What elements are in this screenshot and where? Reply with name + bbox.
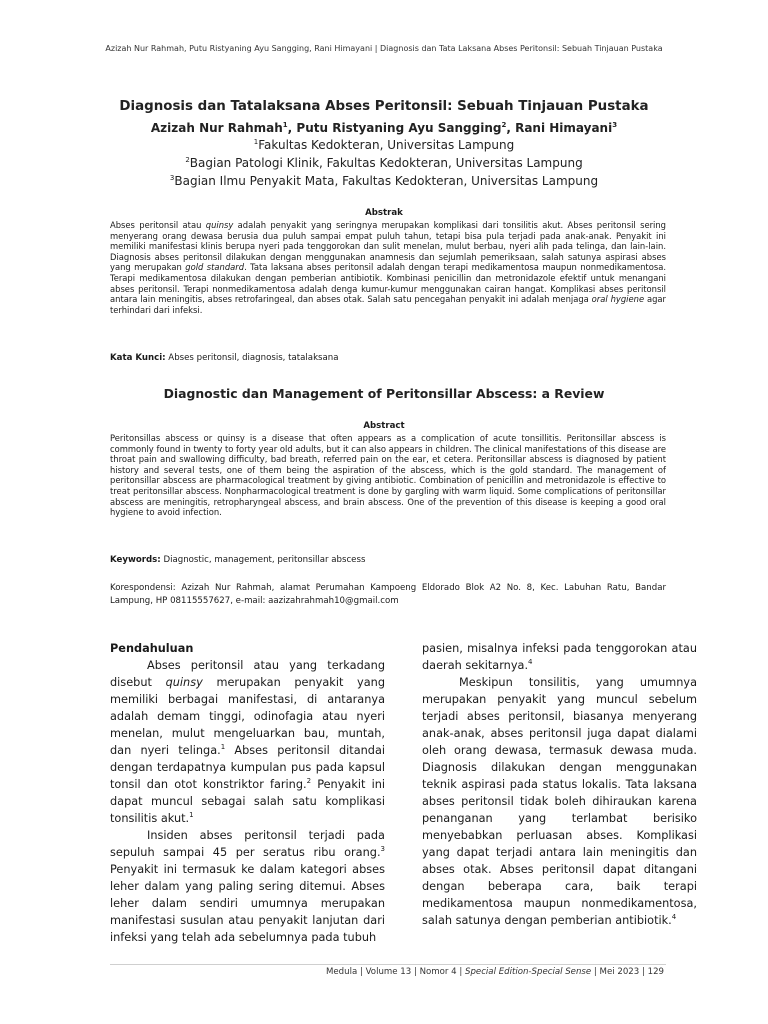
text-run: merupakan penyakit yang memiliki berbagai manifestasi, di antaranya adalah demam tinggi, odinofagia atau nyeri menelan, mulut mengeluarkan bau, muntah, dan nyeri telinga. <box>110 676 385 757</box>
abstract-heading: Abstract <box>363 421 405 431</box>
italic-text: gold standard <box>185 262 245 273</box>
running-head: Azizah Nur Rahmah, Putu Ristyaning Ayu Sangging, Rani Himayani | Diagnosis dan Tata Laksana Abses Peritonsil: Sebuah Tinjauan Pustaka <box>105 44 663 53</box>
text-run: Abses peritonsil ditandai dengan terdapatnya kumpulan pus pada kapsul tonsil dan otot konstriktor faring. <box>110 744 386 791</box>
citation-mark: 4 <box>671 913 677 922</box>
author-name: Rani Himayani <box>515 121 613 135</box>
affiliation-1 <box>0 138 768 152</box>
affiliation-mark: 2 <box>185 156 190 164</box>
body-paragraph <box>110 827 385 946</box>
kata-kunci <box>110 353 666 363</box>
italic-text: quinsy <box>205 220 234 230</box>
author-name: Putu Ristyaning Ayu Sangging <box>296 121 502 135</box>
affiliation-text: Bagian Patologi Klinik, Fakultas Kedokteran, Universitas Lampung <box>189 156 583 170</box>
author-name: Azizah Nur Rahmah <box>150 121 283 135</box>
text-run: Peritonsillas abscess or quinsy is a disease that often appears as a complication of acute tonsillitis. Peritonsillar abscess is commonly found in twenty to forty year old adults, but it can also appears in children. The clinical manifestations of this disease are throat pain and swallowing difficulty, bad breath, referred pain on the ear, et cetera. Peritonsillar abscess is diagnosed by patient history and several tests, one of them being the aspiration of the abscess, which is the gold standard. The management of peritonsillar abscess are pharmacological treatment by giving antibiotic. Combination of penicillin and metronidazole is effective to treat peritonsillar abscess. Nonpharmacological treatment is done by gargling with warm liquid. Some complications of peritonsillar abscess are meningitis, retropharyngeal abscess, and brain abscess. One of the prevention of this disease is keeping a good oral hygiene to avoid infection. <box>110 433 666 518</box>
text-run: Meskipun tonsilitis, yang umumnya merupakan penyakit yang muncul sebelum terjadi abses peritonsil, biasanya menyerang anak-anak, abses peritonsil juga dapat dialami oleh orang dewasa, termasuk dewasa muda. Diagnosis dilakukan dengan menggunakan teknik aspirasi pada status lokalis. Tata laksana abses peritonsil tidak boleh dihiraukan karena penanganan yang terlambat berisiko menyebabkan perluasan abses. Komplikasi yang dapat terjadi antara lain meningitis dan abses otak. Abses peritonsil dapat ditangani dengan beberapa cara, baik terapi medikamentosa maupun nonmedikamentosa, salah satunya dengan pemberian antibiotik. <box>422 676 697 927</box>
text-run: . Tata laksana abses peritonsil adalah dengan terapi medikamentosa maupun nonmedikamentosa. Terapi medikamentosa dilakukan dengan pemberian antibiotik. Kombinasi penicillin dan metronidazole efektif untuk menangani abses peritonsil. Terapi nonmedikamentosa adalah denga kumur-kumur menggunakan cairan hangat. Komplikasi abses peritonsil antara lain meningitis, abses retrofaringeal, dan abses otak. Salah satu pencegahan penyakit ini adalah menjaga <box>110 262 666 305</box>
author-separator: , <box>287 121 297 135</box>
italic-text: oral hygiene <box>591 294 645 305</box>
abstrak-heading: Abstrak <box>365 208 403 218</box>
affiliation-3 <box>0 174 768 188</box>
text-run: Abses peritonsil atau yang terkadang disebut <box>110 659 385 689</box>
footer-divider <box>110 964 666 965</box>
citation-mark: 3 <box>380 845 385 854</box>
text-run: Insiden abses peritonsil terjadi pada sepuluh sampai 45 per seratus ribu orang. <box>110 829 385 859</box>
italic-text: quinsy <box>165 676 203 689</box>
citation-mark: 1 <box>189 811 194 820</box>
kata-kunci-label: Kata Kunci: <box>110 353 166 363</box>
page-footer <box>326 967 664 977</box>
text-run: agar terhindari dari infeksi. <box>110 294 666 315</box>
text-run: Abses peritonsil atau <box>110 220 206 230</box>
keywords-text: Diagnostic, management, peritonsillar abscess <box>160 555 366 565</box>
section-heading <box>110 640 385 657</box>
italic-text: Special Edition-Special Sense <box>465 967 592 977</box>
kata-kunci-text: Abses peritonsil, diagnosis, tatalaksana <box>165 353 339 363</box>
author-separator: , <box>506 121 516 135</box>
affiliation-mark: 1 <box>253 138 259 146</box>
abstrak-body <box>110 220 666 315</box>
citation-mark: 2 <box>306 777 312 786</box>
right-column <box>422 640 697 929</box>
keywords <box>110 555 666 565</box>
citation-mark: 1 <box>220 743 226 752</box>
affiliation-text: Bagian Ilmu Penyakit Mata, Fakultas Kedokteran, Universitas Lampung <box>174 174 599 188</box>
abstract-body <box>110 433 666 518</box>
text-run: Pendahuluan <box>110 642 194 655</box>
text-run: Medula | Volume 13 | Nomor 4 | <box>325 967 465 977</box>
correspondence: Korespondensi: Azizah Nur Rahmah, alamat Perumahan Kampoeng Eldorado Blok A2 No. 8, Kec. Labuhan Ratu, Bandar Lampung, HP 08115557627, e-mail: aazizahrahmah10@gmail.com <box>110 583 666 606</box>
text-run: Penyakit ini termasuk ke dalam kategori abses leher dalam yang paling sering ditemui. Abses leher dalam sendiri umumnya merupakan manifestasi susulan atau penyakit lanjutan dari infeksi yang telah ada sebelumnya pada tubuh <box>110 863 385 944</box>
body-paragraph <box>422 640 697 674</box>
affiliation-mark: 3 <box>169 174 175 182</box>
author-affiliation-mark: 1 <box>282 121 288 129</box>
left-column <box>110 640 385 946</box>
affiliation-2 <box>0 156 768 170</box>
author-list <box>0 121 768 135</box>
citation-mark: 4 <box>528 658 533 667</box>
paper-title: Diagnosis dan Tatalaksana Abses Peritonsil: Sebuah Tinjauan Pustaka <box>119 99 649 114</box>
english-title: Diagnostic dan Management of Peritonsillar Abscess: a Review <box>163 386 605 401</box>
author-affiliation-mark: 2 <box>501 121 507 129</box>
keywords-label: Keywords: <box>110 555 161 565</box>
body-paragraph <box>110 657 385 827</box>
body-paragraph <box>422 674 697 929</box>
author-affiliation-mark: 3 <box>612 121 618 129</box>
text-run: pasien, misalnya infeksi pada tenggorokan atau daerah sekitarnya. <box>422 642 697 672</box>
text-run: | Mei 2023 | 129 <box>591 967 664 977</box>
affiliation-text: Fakultas Kedokteran, Universitas Lampung <box>258 138 515 152</box>
text-run: adalah penyakit yang seringnya merupakan komplikasi dari tonsilitis akut. Abses peritonsil sering menyerang orang dewasa berusia dua puluh sampai empat puluh tahun, tetapi bisa pula terjadi pada anak-anak. Penyakit ini memiliki manifestasi klinis berupa nyeri pada tenggorokan dan sulit menelan, mulut berbau, nyeri alih pada telinga, dan lain-lain. Diagnosis abses peritonsil dilakukan dengan menggunakan anamnesis dan sejumlah pemeriksaan, salah satunya aspirasi abses yang merupakan <box>110 220 666 273</box>
text-run: Penyakit ini dapat muncul sebagai salah satu komplikasi tonsilitis akut. <box>110 778 386 825</box>
